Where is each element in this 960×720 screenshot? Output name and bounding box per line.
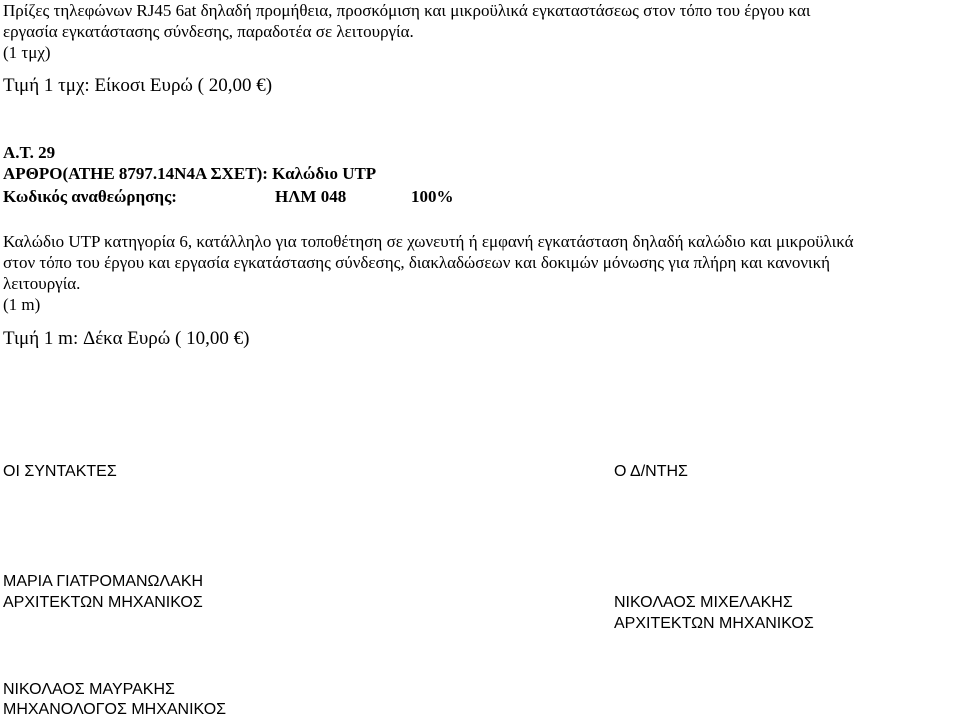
item-revision-line (3, 186, 454, 207)
item-description-line1: Καλώδιο UTP κατηγορία 6, κατάλληλο για τοποθέτηση σε χωνευτή ή εμφανή εγκατάσταση δηλαδή καλώδιο και μικροϋλικά (3, 232, 854, 251)
director-heading: Ο Δ/ΝΤΗΣ (614, 463, 688, 480)
revision-label: Κωδικός αναθεώρησης: (3, 187, 177, 206)
prev-item-price: Τιμή 1 τμχ: Είκοσι Ευρώ ( 20,00 €) (3, 75, 273, 96)
item-at-number: Α.Τ. 29 (3, 143, 56, 162)
author1-name: ΜΑΡΙΑ ΓΙΑΤΡΟΜΑΝΩΛΑΚΗ (3, 573, 204, 590)
authors-heading: ΟΙ ΣΥΝΤΑΚΤΕΣ (3, 463, 117, 480)
author2-title: ΜΗΧΑΝΟΛΟΓΟΣ ΜΗΧΑΝΙΚΟΣ (3, 701, 227, 718)
director-title: ΑΡΧΙΤΕΚΤΩΝ ΜΗΧΑΝΙΚΟΣ (614, 615, 814, 632)
author1-title: ΑΡΧΙΤΕΚΤΩΝ ΜΗΧΑΝΙΚΟΣ (3, 594, 203, 611)
revision-code: ΗΛΜ 048 (275, 187, 347, 206)
prev-item-description-line2: εργασία εγκατάστασης σύνδεσης, παραδοτέα σε λειτουργία. (3, 22, 414, 41)
prev-item-unit: (1 τμχ) (3, 43, 51, 62)
item-unit: (1 m) (3, 295, 41, 314)
prev-item-description-line1: Πρίζες τηλεφώνων RJ45 6at δηλαδή προμήθεια, προσκόμιση και μικροϋλικά εγκαταστάσεως στον τόπο του έργου και (3, 1, 811, 20)
item-description-line3: λειτουργία. (3, 274, 81, 293)
author2-name: ΝΙΚΟΛΑΟΣ ΜΑΥΡΑΚΗΣ (3, 681, 175, 698)
item-description-line2: στον τόπο του έργου και εργασία εγκατάστασης σύνδεσης, διακλαδώσεων και δοκιμών μόνωσης για πλήρη και κανονική (3, 253, 831, 272)
revision-percent: 100% (411, 187, 454, 206)
item-article-title: ΑΡΘΡΟ(ΑΤΗΕ 8797.14Ν4Α ΣΧΕΤ): Καλώδιο UTP (3, 164, 377, 183)
director-name: ΝΙΚΟΛΑΟΣ ΜΙΧΕΛΑΚΗΣ (614, 594, 793, 611)
item-price: Τιμή 1 m: Δέκα Ευρώ ( 10,00 €) (3, 328, 250, 349)
